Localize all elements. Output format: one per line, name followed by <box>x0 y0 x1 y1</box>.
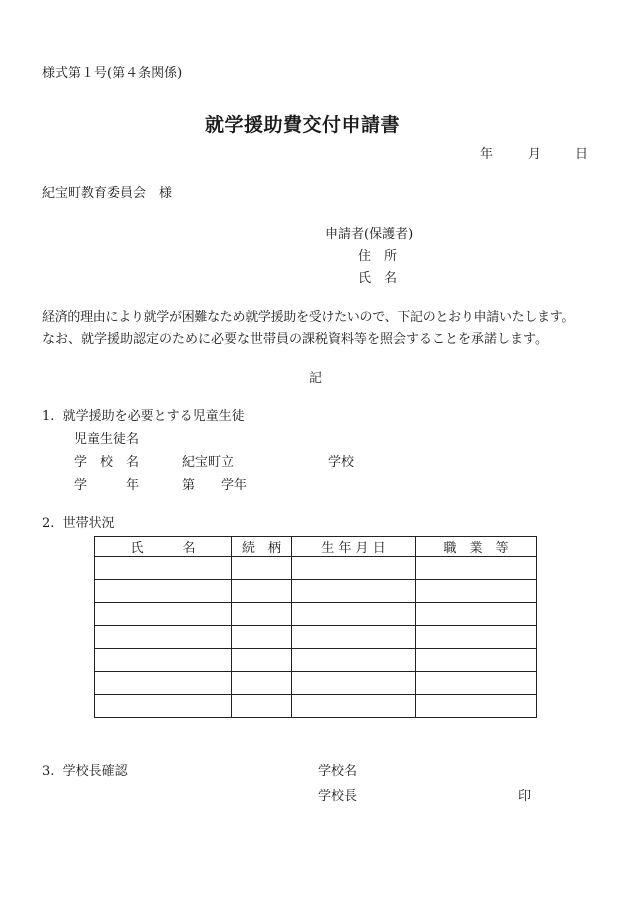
school-name-suffix: 学校 <box>328 455 355 470</box>
addressee: 紀宝町教育委員会 様 <box>42 186 173 201</box>
ki-heading: 記 <box>309 371 323 386</box>
cell-birthdate[interactable] <box>292 580 416 603</box>
col-birthdate-header: 生 年 月 日 <box>292 537 416 557</box>
table-row <box>95 580 537 603</box>
table-row <box>95 603 537 626</box>
cell-relation[interactable] <box>232 557 292 580</box>
cell-relation[interactable] <box>232 580 292 603</box>
table-row <box>95 649 537 672</box>
cell-occupation[interactable] <box>416 649 537 672</box>
cell-relation[interactable] <box>232 603 292 626</box>
household-table <box>94 536 537 718</box>
cell-name[interactable] <box>95 672 232 695</box>
cell-relation[interactable] <box>232 626 292 649</box>
table-row <box>95 557 537 580</box>
applicant-name-label: 氏 名 <box>358 271 398 286</box>
principal-label: 学校長 <box>318 789 358 804</box>
school-name-prefix: 紀宝町立 <box>182 455 235 470</box>
cell-name[interactable] <box>95 649 232 672</box>
cell-birthdate[interactable] <box>292 603 416 626</box>
cell-name[interactable] <box>95 695 232 718</box>
col-occupation-header: 職 業 等 <box>416 537 537 557</box>
applicant-address-label: 住 所 <box>358 249 398 264</box>
table-row <box>95 695 537 718</box>
cell-occupation[interactable] <box>416 695 537 718</box>
cell-occupation[interactable] <box>416 626 537 649</box>
cell-occupation[interactable] <box>416 672 537 695</box>
page-title: 就学援助費交付申請書 <box>205 114 401 136</box>
col-relation-header: 続 柄 <box>232 537 292 557</box>
grade-value: 第 学年 <box>182 478 248 493</box>
col-name-header: 氏 名 <box>95 537 232 557</box>
grade-label: 学 年 <box>74 478 140 493</box>
cell-relation[interactable] <box>232 672 292 695</box>
section1-heading: 1. 就学援助を必要とする児童生徒 <box>42 409 245 424</box>
school-name-label: 学 校 名 <box>74 455 140 470</box>
body-line-1: 経済的理由により就学が困難なため就学援助を受けたいので、下記のとおり申請いたします。 <box>42 310 575 325</box>
date-day-label: 日 <box>575 147 589 162</box>
cell-relation[interactable] <box>232 649 292 672</box>
cell-birthdate[interactable] <box>292 672 416 695</box>
section2-heading: 2. 世帯状況 <box>42 516 115 531</box>
cell-birthdate[interactable] <box>292 557 416 580</box>
school-name-confirm-label: 学校名 <box>318 764 358 779</box>
cell-name[interactable] <box>95 626 232 649</box>
cell-name[interactable] <box>95 603 232 626</box>
date-month-label: 月 <box>528 147 542 162</box>
section3-heading: 3. 学校長確認 <box>42 764 128 779</box>
date-year-label: 年 <box>480 147 494 162</box>
body-line-2: なお、就学援助認定のために必要な世帯員の課税資料等を照会することを承諾します。 <box>42 332 548 347</box>
table-row <box>95 672 537 695</box>
cell-birthdate[interactable] <box>292 649 416 672</box>
cell-name[interactable] <box>95 557 232 580</box>
cell-relation[interactable] <box>232 695 292 718</box>
applicant-label: 申請者(保護者) <box>325 227 414 242</box>
cell-birthdate[interactable] <box>292 695 416 718</box>
cell-occupation[interactable] <box>416 603 537 626</box>
cell-occupation[interactable] <box>416 557 537 580</box>
cell-name[interactable] <box>95 580 232 603</box>
table-row <box>95 626 537 649</box>
form-number: 様式第１号(第４条関係) <box>42 66 183 81</box>
student-name-label: 児童生徒名 <box>74 432 140 447</box>
household-table-header <box>95 537 537 557</box>
cell-birthdate[interactable] <box>292 626 416 649</box>
cell-occupation[interactable] <box>416 580 537 603</box>
seal-mark: 印 <box>518 789 532 804</box>
